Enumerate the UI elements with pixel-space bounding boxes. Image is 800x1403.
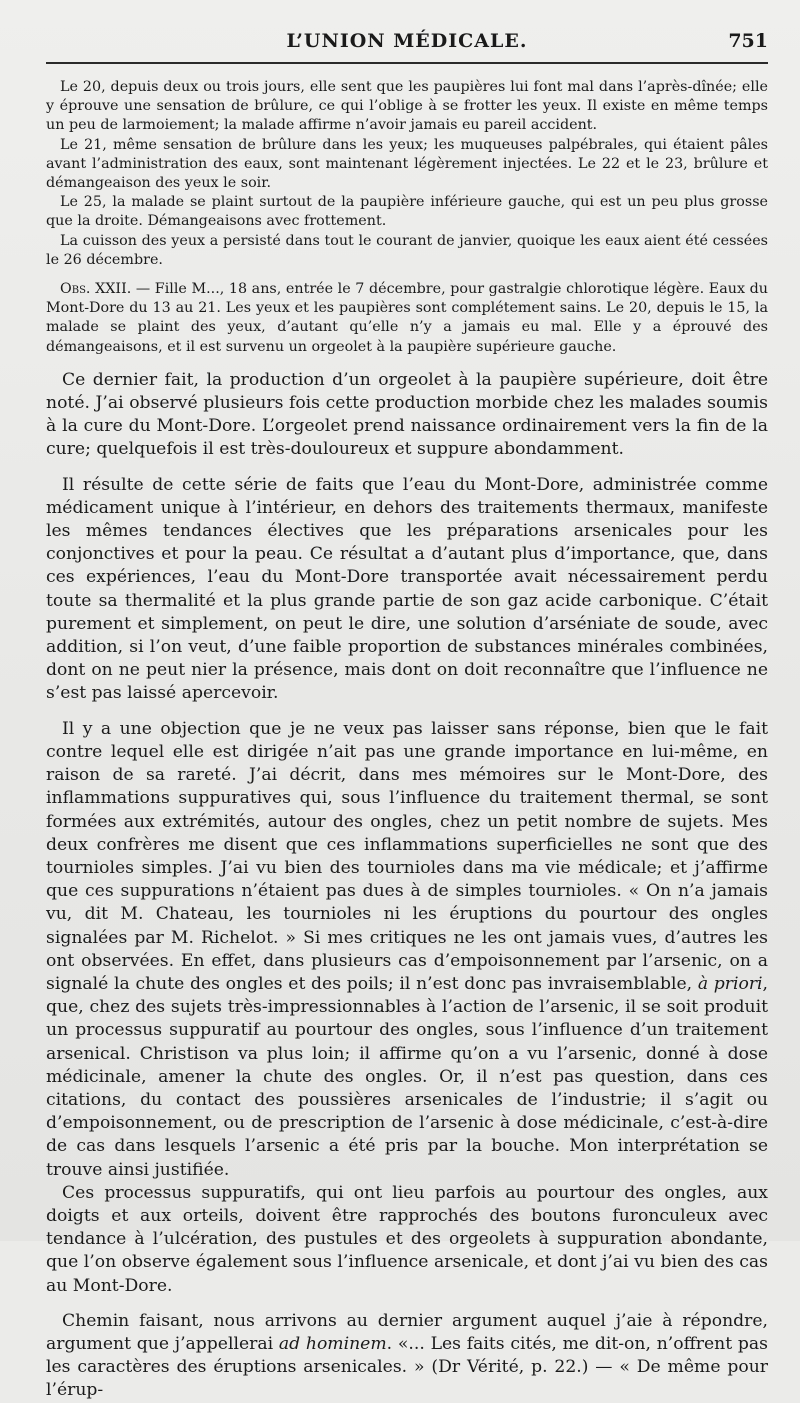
paragraph: Le 25, la malade se plaint surtout de la paupière inférieure gauche, qui est un peu plus grosse que la droite. Démangeaisons avec frottement. — [46, 194, 768, 230]
objection-paragraph — [46, 718, 768, 1182]
italic-term: à priori — [697, 973, 763, 994]
main-text — [46, 369, 768, 1403]
italic-term: ad hominem — [278, 1333, 387, 1354]
final-paragraph — [46, 1310, 768, 1403]
text-span: Chemin faisant, nous arrivons au dernier argument auquel j’aie à répondre, argument que j’appellerai — [46, 1310, 768, 1354]
observation-paragraph — [46, 280, 768, 357]
paragraph: Ce dernier fait, la production d’un orgeolet à la paupière supérieure, doit être noté. J’ai observé plusieurs fois cette production morbide chez les malades soumis à la cure du Mont-Dore. L’orgeolet prend naissance ordinairement vers la fin de la cure; quelquefois il est très-douloureux et suppure abondamment. — [46, 369, 768, 460]
paragraph: Ces processus suppuratifs, qui ont lieu parfois au pourtour des ongles, aux doigts et aux orteils, doivent être rapprochés des boutons furonculeux avec tendance à l’ulcération, des pustules et des orgeolets à suppuration abondante, que l’on observe également sous l’influence arsenicale, et dont j’ai vu bien des cas au Mont-Dore. — [46, 1182, 768, 1296]
paragraph: Le 20, depuis deux ou trois jours, elle sent que les paupières lui font mal dans l’après-dînée; elle y éprouve une sensation de brûlure, ce qui l’oblige à se frotter les yeux. Il existe en même temps un peu de larmoiement; la malade affirme n’avoir jamais eu pareil accident. — [46, 79, 768, 134]
text-span: Il y a une objection que je ne veux pas laisser sans réponse, bien que le fait contre lequel elle est dirigée n’ait pas une grande importance en lui-même, en raison de sa rareté. J’ai décrit, dans mes mémoires sur le Mont-Dore, des inflammations suppuratives qui, sous l’influence du traitement thermal, se sont formées aux extrémités, autour des ongles, chez un petit nombre de sujets. Mes deux confrères me disent que ces inflammations superficielles ne sont que des tournioles simples. J’ai vu bien des tournioles dans ma vie médicale; et j’affirme que ces suppurations n’étaient pas dues à de simples tournioles. « On n’a jamais vu, dit M. Chateau, les tournioles ni les éruptions du pourtour des ongles signalées par M. Richelot. » Si mes critiques ne les ont jamais vues, d’autres les ont observées. En effet, dans plusieurs cas d’empoisonnement par l’arsenic, on a signalé la chute des ongles et des poils; il n’est donc pas invraisemblable, — [46, 718, 768, 994]
text-span: . «... Les faits cités, me dit-on, n’offrent pas les caractères des éruptions arsenicales. » (Dr Vérité, p. 22.) — « De même pour l’érup- — [46, 1333, 768, 1401]
paragraph: Il résulte de cette série de faits que l’eau du Mont-Dore, administrée comme médicament unique à l’intérieur, en dehors des traitements thermaux, manifeste les mêmes tendances électives que les préparations arsenicales pour les conjonctives et pour la peau. Ce résultat a d’autant plus d’importance, que, dans ces expériences, l’eau du Mont-Dore transportée avait nécessairement perdu toute sa thermalité et la plus grande partie de son gaz acide carbonique. C’était purement et simplement, on peut le dire, une solution d’arséniate de soude, avec addition, si l’on veut, d’une faible proportion de substances minérales combinées, dont on ne peut nier la présence, mais dont on doit reconnaître que l’influence ne s’est pas laissé apercevoir. — [46, 474, 768, 704]
paragraph: Le 21, même sensation de brûlure dans les yeux; les muqueuses palpébrales, qui étaient pâles avant l’administration des eaux, sont maintenant légèrement injectées. Le 22 et le 23, brûlure et démangeaison des yeux le soir. — [46, 136, 768, 192]
case-notes — [46, 78, 768, 357]
journal-title: L’UNION MÉDICALE. — [286, 30, 528, 52]
page-number: 751 — [728, 30, 768, 52]
observation-text: — Fille M..., 18 ans, entrée le 7 décembre, pour gastralgie chlorotique légère. Eaux du Mont-Dore du 13 au 21. Les yeux et les paupières sont complétement sains. Le 20, depuis le 15, la malade se plaint des yeux, d’autant qu’elle n’y a jamais eu mal. Elle y a éprouvé des démangeaisons, et il est survenu un orgeolet à la paupière supérieure gauche. — [46, 281, 768, 355]
page-header — [46, 22, 768, 64]
text-span: , que, chez des sujets très-impressionnables à l’action de l’arsenic, il se soit produit un processus suppuratif au pourtour des ongles, sous l’influence d’un traitement arsenical. Christison va plus loin; il affirme qu’on a vu l’arsenic, donné à dose médicinale, amener la chute des ongles. Or, il n’est pas question, dans ces citations, du contact des poussières arsenicales de l’industrie; il s’agit ou d’empoisonnement, ou de prescription de l’arsenic à dose médicinale, c’est-à-dire de cas dans lesquels l’arsenic a été pris par la bouche. Mon interprétation se trouve ainsi justifiée. — [46, 973, 768, 1180]
observation-label: Obs. XXII. — [60, 281, 132, 298]
paragraph: La cuisson des yeux a persisté dans tout le courant de janvier, quoique les eaux aient été cessées le 26 décembre. — [46, 232, 768, 268]
